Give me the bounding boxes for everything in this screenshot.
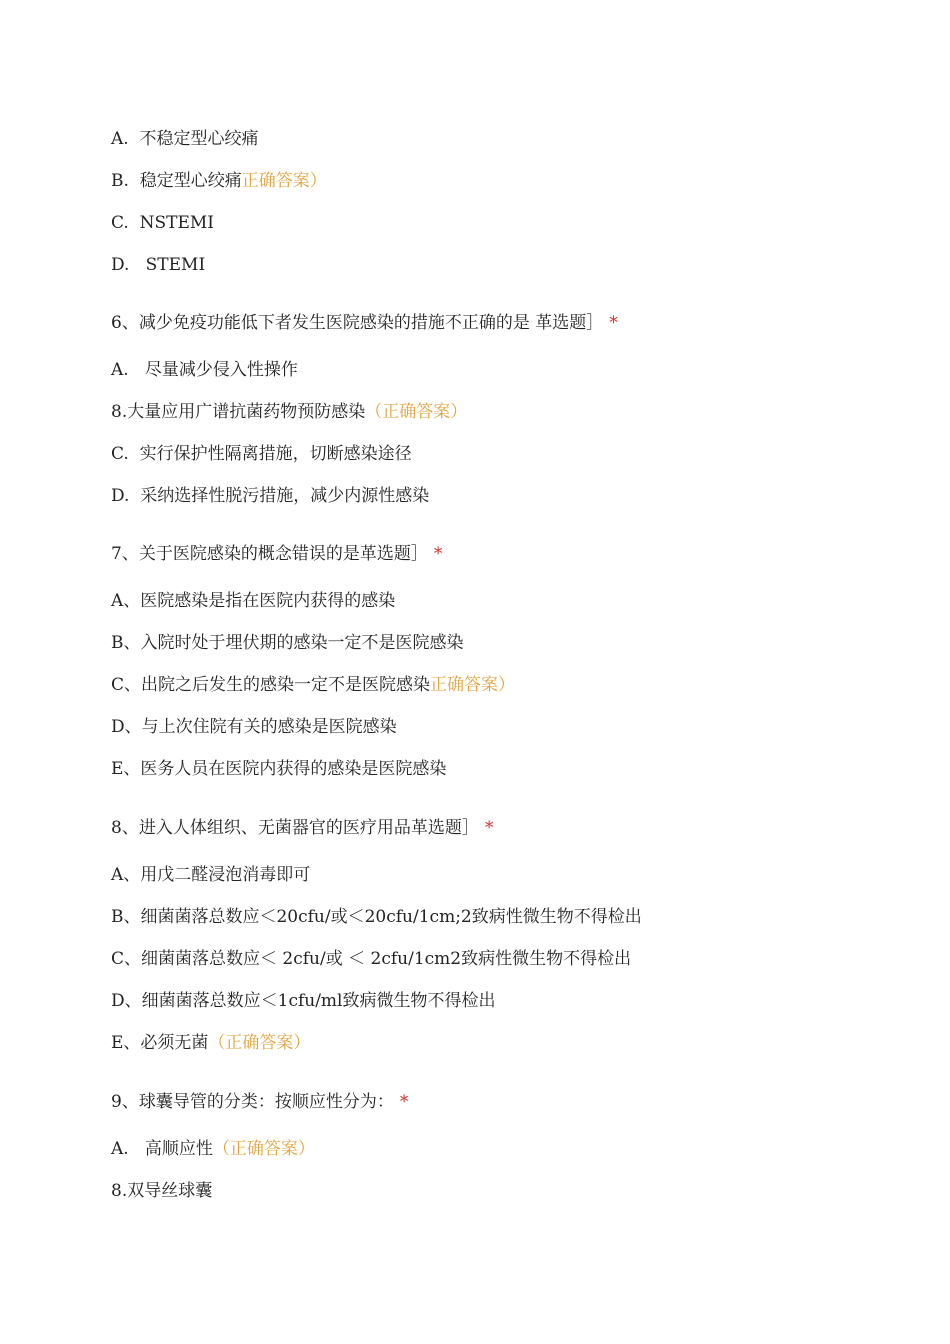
q9-title: 9、球囊导管的分类：按顺应性分为： * (111, 1092, 409, 1112)
q7-option-d: D、与上次住院有关的感染是医院感染 (111, 717, 397, 737)
required-star: * (484, 818, 494, 838)
q7-option-a: A、医院感染是指在医院内获得的感染 (111, 591, 396, 611)
q6-option-a: A. 尽量减少侵入性操作 (111, 360, 298, 380)
q8-option-d: D、细菌菌落总数应＜1cfu/ml致病微生物不得检出 (111, 991, 496, 1011)
q7-option-c: C、出院之后发生的感染一定不是医院感染正确答案） (111, 675, 516, 695)
q9-option-a: A. 高顺应性（正确答案） (111, 1139, 315, 1159)
correct-answer-mark: （正确答案） (208, 1033, 311, 1053)
q5-option-c: C. NSTEMI (111, 213, 215, 233)
q5-option-b: B. 稳定型心绞痛正确答案） (111, 171, 327, 191)
q8-option-e: E、必须无菌（正确答案） (111, 1033, 311, 1053)
correct-answer-mark: （正确答案） (212, 1139, 315, 1159)
q8-option-b: B、细菌菌落总数应＜20cfu/或＜20cfu/1cm;2致病性微生物不得检出 (111, 907, 642, 927)
q7-option-e: E、医务人员在医院内获得的感染是医院感染 (111, 759, 447, 779)
q5-option-d: D. STEMI (111, 255, 206, 275)
required-star: * (609, 313, 618, 333)
q7-title: 7、关于医院感染的概念错误的是革选题］ * (111, 544, 443, 564)
q6-title: 6、减少免疫功能低下者发生医院感染的措施不正确的是 革选题］ * (111, 313, 618, 333)
correct-answer-mark: （正确答案） (365, 402, 468, 422)
q8-option-a: A、用戊二醛浸泡消毒即可 (111, 865, 311, 885)
q9-option-b: 8.双导丝球囊 (111, 1181, 213, 1201)
q6-option-c: C. 实行保护性隔离措施，切断感染途径 (111, 444, 412, 464)
correct-answer-mark: 正确答案） (241, 171, 327, 191)
required-star: * (399, 1092, 409, 1112)
q6-option-b: 8.大量应用广谱抗菌药物预防感染（正确答案） (111, 402, 468, 422)
q5-option-a: A. 不稳定型心绞痛 (111, 129, 259, 149)
q6-option-d: D. 采纳选择性脱污措施，减少内源性感染 (111, 486, 430, 506)
q8-option-c: C、细菌菌落总数应＜ 2cfu/或 ＜ 2cfu/1cm2致病性微生物不得检出 (111, 949, 632, 969)
q8-title: 8、进入人体组织、无菌器官的医疗用品革选题］ * (111, 818, 494, 838)
q7-option-b: B、入院时处于埋伏期的感染一定不是医院感染 (111, 633, 464, 653)
correct-answer-mark: 正确答案） (430, 675, 516, 695)
required-star: * (433, 544, 443, 564)
